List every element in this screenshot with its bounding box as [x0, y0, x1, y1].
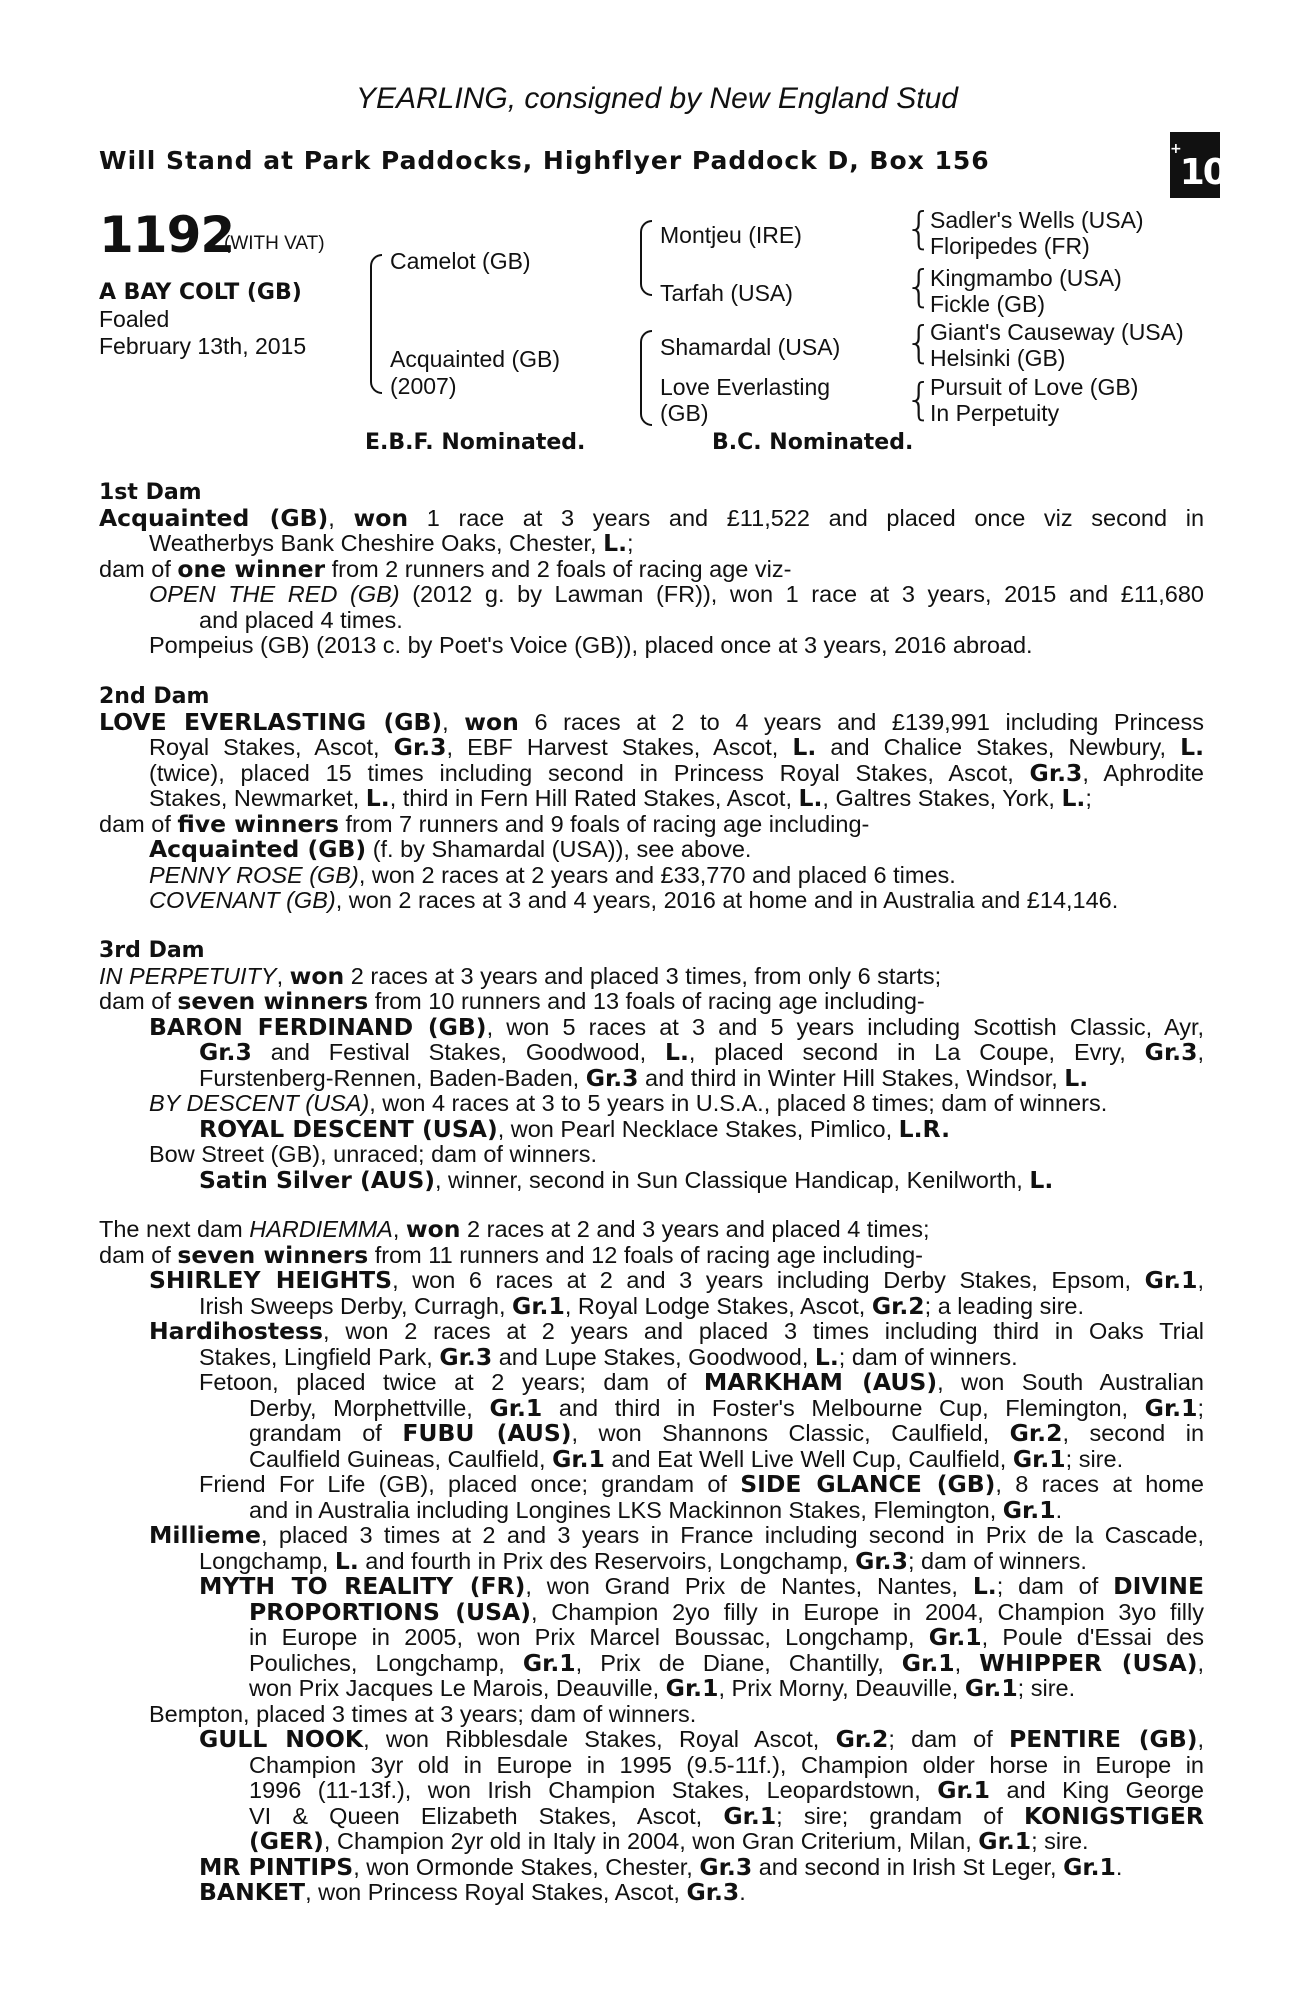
next-dam-line: Friend For Life (GB), placed once; grandam of SIDE GLANCE (GB), 8 races at home — [199, 1470, 1204, 1498]
second-dam-line: (twice), placed 15 times including second in Princess Royal Stakes, Ascot, Gr.3, Aphrodite — [149, 758, 1204, 787]
second-dam-heading: 2nd Dam — [99, 684, 210, 709]
next-dam-line: MR PINTIPS, won Ormonde Stakes, Chester, Gr.3 and second in Irish St Leger, Gr.1. — [199, 1852, 1123, 1881]
ggp-7: Pursuit of Love (GB) — [930, 374, 1139, 400]
lot-description: A BAY COLT (GB) — [99, 280, 302, 305]
next-dam-line: Stakes, Lingfield Park, Gr.3 and Lupe Stakes, Goodwood, L.; dam of winners. — [199, 1342, 1018, 1371]
second-dam-line: PENNY ROSE (GB), won 2 races at 2 years and £33,770 and placed 6 times. — [149, 861, 956, 888]
second-dam-line: Royal Stakes, Ascot, Gr.3, EBF Harvest Stakes, Ascot, L. and Chalice Stakes, Newbury, L. — [149, 733, 1204, 761]
next-dam-line: Irish Sweeps Derby, Curragh, Gr.1, Royal Lodge Stakes, Ascot, Gr.2; a leading sire. — [199, 1291, 1085, 1320]
next-dam-line: 1996 (11-13f.), won Irish Champion Stakes, Leopardstown, Gr.1 and King George — [249, 1776, 1204, 1804]
next-dam-line: Hardihostess, won 2 races at 2 years and placed 3 times including third in Oaks Trial — [149, 1317, 1204, 1345]
first-dam-line: Weatherbys Bank Cheshire Oaks, Chester, L.; — [149, 529, 634, 557]
first-dam-section — [99, 480, 1204, 659]
third-dam-line: Satin Silver (AUS), winner, second in Sun Classique Handicap, Kenilworth, L. — [199, 1165, 1054, 1194]
lot-badge — [1170, 132, 1226, 198]
next-dam-line: GULL NOOK, won Ribblesdale Stakes, Royal Ascot, Gr.2; dam of PENTIRE (GB), — [199, 1725, 1205, 1753]
third-dam-line: dam of seven winners from 10 runners and 13 foals of racing age including- — [99, 987, 925, 1015]
third-dam-line: BARON FERDINAND (GB), won 5 races at 3 and 5 years including Scottish Classic, Ayr, — [149, 1012, 1204, 1041]
second-dam-line: dam of five winners from 7 runners and 9 foals of racing age including- — [99, 809, 870, 838]
next-dam-line: Champion 3yr old in Europe in 1995 (9.5-11f.), Champion older horse in Europe in — [249, 1751, 1204, 1778]
ebf-nominated: E.B.F. Nominated. — [365, 430, 586, 455]
next-dam-line: Bempton, placed 3 times at 3 years; dam of winners. — [149, 1700, 697, 1727]
third-dam-line: Gr.3 and Festival Stakes, Goodwood, L., placed second in La Coupe, Evry, Gr.3, — [199, 1038, 1204, 1066]
third-dam-line: IN PERPETUITY, won 2 races at 3 years and placed 3 times, from only 6 starts; — [99, 961, 942, 990]
next-dam-line: Caulfield Guineas, Caulfield, Gr.1 and Eat Well Live Well Cup, Caulfield, Gr.1; sire. — [249, 1444, 1124, 1473]
third-dam-section — [99, 938, 1204, 1193]
sire-dam-name: Tarfah (USA) — [660, 280, 793, 306]
first-dam-line: OPEN THE RED (GB) (2012 g. by Lawman (FR)), won 1 race at 3 years, 2015 and £11,680 — [149, 581, 1204, 607]
badge-plus: + — [1170, 141, 1180, 157]
next-dam-line: in Europe in 2005, won Prix Marcel Boussac, Longchamp, Gr.1, Poule d'Essai des — [249, 1623, 1204, 1651]
next-dam-line: and in Australia including Longines LKS Mackinnon Stakes, Flemington, Gr.1. — [249, 1495, 1063, 1524]
bc-nominated: B.C. Nominated. — [712, 430, 914, 455]
sire-name: Camelot (GB) — [390, 248, 531, 274]
third-dam-line: Furstenberg-Rennen, Baden-Baden, Gr.3 and third in Winter Hill Stakes, Windsor, L. — [199, 1063, 1089, 1092]
first-dam-line: Acquainted (GB), won 1 race at 3 years and £11,522 and placed once viz second in — [99, 503, 1205, 532]
ggp-3: Kingmambo (USA) — [930, 265, 1122, 291]
next-dam-line: (GER), Champion 2yr old in Italy in 2004, won Gran Criterium, Milan, Gr.1; sire. — [249, 1827, 1089, 1855]
dam-dam-name: Love Everlasting — [660, 374, 831, 400]
stand-location: Will Stand at Park Paddocks, Highflyer Paddock D, Box 156 — [99, 146, 990, 175]
ggp-5: Giant's Causeway (USA) — [930, 319, 1184, 345]
lot-number: 1192 — [99, 206, 235, 264]
ggp-2: Floripedes (FR) — [930, 233, 1090, 259]
next-dam-line: BANKET, won Princess Royal Stakes, Ascot, Gr.3. — [199, 1878, 746, 1906]
second-dam-line: COVENANT (GB), won 2 races at 3 and 4 years, 2016 at home and in Australia and £14,146. — [149, 887, 1119, 913]
dam-sire-name: Shamardal (USA) — [660, 334, 841, 360]
pedigree-brace-ggp-1: { — [905, 203, 933, 254]
first-dam-line: Pompeius (GB) (2013 c. by Poet's Voice (GB)), placed once at 3 years, 2016 abroad. — [149, 632, 1033, 658]
ggp-4: Fickle (GB) — [930, 291, 1045, 317]
pedigree-brace-main — [370, 254, 382, 394]
second-dam-line: LOVE EVERLASTING (GB), won 6 races at 2 to 4 years and £139,991 including Princess — [99, 707, 1204, 736]
third-dam-line: Bow Street (GB), unraced; dam of winners. — [149, 1141, 597, 1167]
badge-number: 10 — [1179, 152, 1226, 193]
second-dam-section — [99, 684, 1204, 914]
first-dam-heading: 1st Dam — [99, 480, 202, 505]
next-dam-section — [99, 1217, 1204, 1906]
first-dam-line: and placed 4 times. — [199, 606, 403, 633]
first-dam-line: dam of one winner from 2 runners and 2 foals of racing age viz- — [99, 554, 792, 583]
next-dam-line: VI & Queen Elizabeth Stakes, Ascot, Gr.1; sire; grandam of KONIGSTIGER — [249, 1801, 1204, 1830]
pedigree-brace-ggp-3: { — [905, 317, 933, 368]
pedigree-brace-dam — [640, 330, 652, 426]
vat-note: (WITH VAT) — [224, 233, 325, 254]
next-dam-line: won Prix Jacques Le Marois, Deauville, Gr.1, Prix Morny, Deauville, Gr.1; sire. — [249, 1674, 1076, 1702]
next-dam-line: SHIRLEY HEIGHTS, won 6 races at 2 and 3 years including Derby Stakes, Epsom, Gr.1, — [149, 1266, 1204, 1294]
third-dam-line: BY DESCENT (USA), won 4 races at 3 to 5 years in U.S.A., placed 8 times; dam of winners. — [149, 1090, 1108, 1116]
dam-year: (2007) — [390, 373, 457, 399]
ggp-6: Helsinki (GB) — [930, 345, 1066, 371]
next-dam-line: The next dam HARDIEMMA, won 2 races at 2 and 3 years and placed 4 times; — [99, 1215, 930, 1243]
next-dam-line: MYTH TO REALITY (FR), won Grand Prix de Nantes, Nantes, L.; dam of DIVINE — [199, 1572, 1205, 1600]
pedigree-brace-sire — [640, 220, 652, 296]
third-dam-line: ROYAL DESCENT (USA), won Pearl Necklace Stakes, Pimlico, L.R. — [199, 1114, 951, 1143]
next-dam-line: Millieme, placed 3 times at 2 and 3 years in France including second in Prix de la Cascade, — [149, 1521, 1204, 1549]
next-dam-line: Longchamp, L. and fourth in Prix des Reservoirs, Longchamp, Gr.3; dam of winners. — [199, 1546, 1087, 1575]
pedigree-brace-ggp-2: { — [905, 261, 933, 312]
next-dam-line: grandam of FUBU (AUS), won Shannons Classic, Caulfield, Gr.2, second in — [249, 1419, 1205, 1447]
next-dam-line: Derby, Morphettville, Gr.1 and third in Foster's Melbourne Cup, Flemington, Gr.1; — [249, 1393, 1204, 1422]
third-dam-heading: 3rd Dam — [99, 938, 205, 963]
next-dam-line: PROPORTIONS (USA), Champion 2yo filly in Europe in 2004, Champion 3yo filly — [249, 1597, 1204, 1626]
dam-dam-name-2: (GB) — [660, 400, 709, 426]
ggp-8: In Perpetuity — [930, 400, 1060, 426]
next-dam-line: Fetoon, placed twice at 2 years; dam of MARKHAM (AUS), won South Australian — [199, 1368, 1204, 1396]
second-dam-line: Acquainted (GB) (f. by Shamardal (USA)), see above. — [149, 835, 752, 863]
next-dam-line: Pouliches, Longchamp, Gr.1, Prix de Diane, Chantilly, Gr.1, WHIPPER (USA), — [249, 1648, 1204, 1677]
dam-name: Acquainted (GB) — [390, 346, 561, 372]
next-dam-line: dam of seven winners from 11 runners and 12 foals of racing age including- — [99, 1240, 923, 1269]
second-dam-line: Stakes, Newmarket, L., third in Fern Hill Rated Stakes, Ascot, L., Galtres Stakes, York, L.; — [149, 784, 1092, 812]
foaled-label: Foaled — [99, 306, 170, 332]
sire-sire-name: Montjeu (IRE) — [660, 222, 802, 248]
foaled-date: February 13th, 2015 — [99, 333, 307, 359]
consignment-title: YEARLING, consigned by New England Stud — [355, 82, 958, 115]
ggp-1: Sadler's Wells (USA) — [930, 207, 1144, 233]
pedigree-brace-ggp-4: { — [905, 374, 933, 425]
